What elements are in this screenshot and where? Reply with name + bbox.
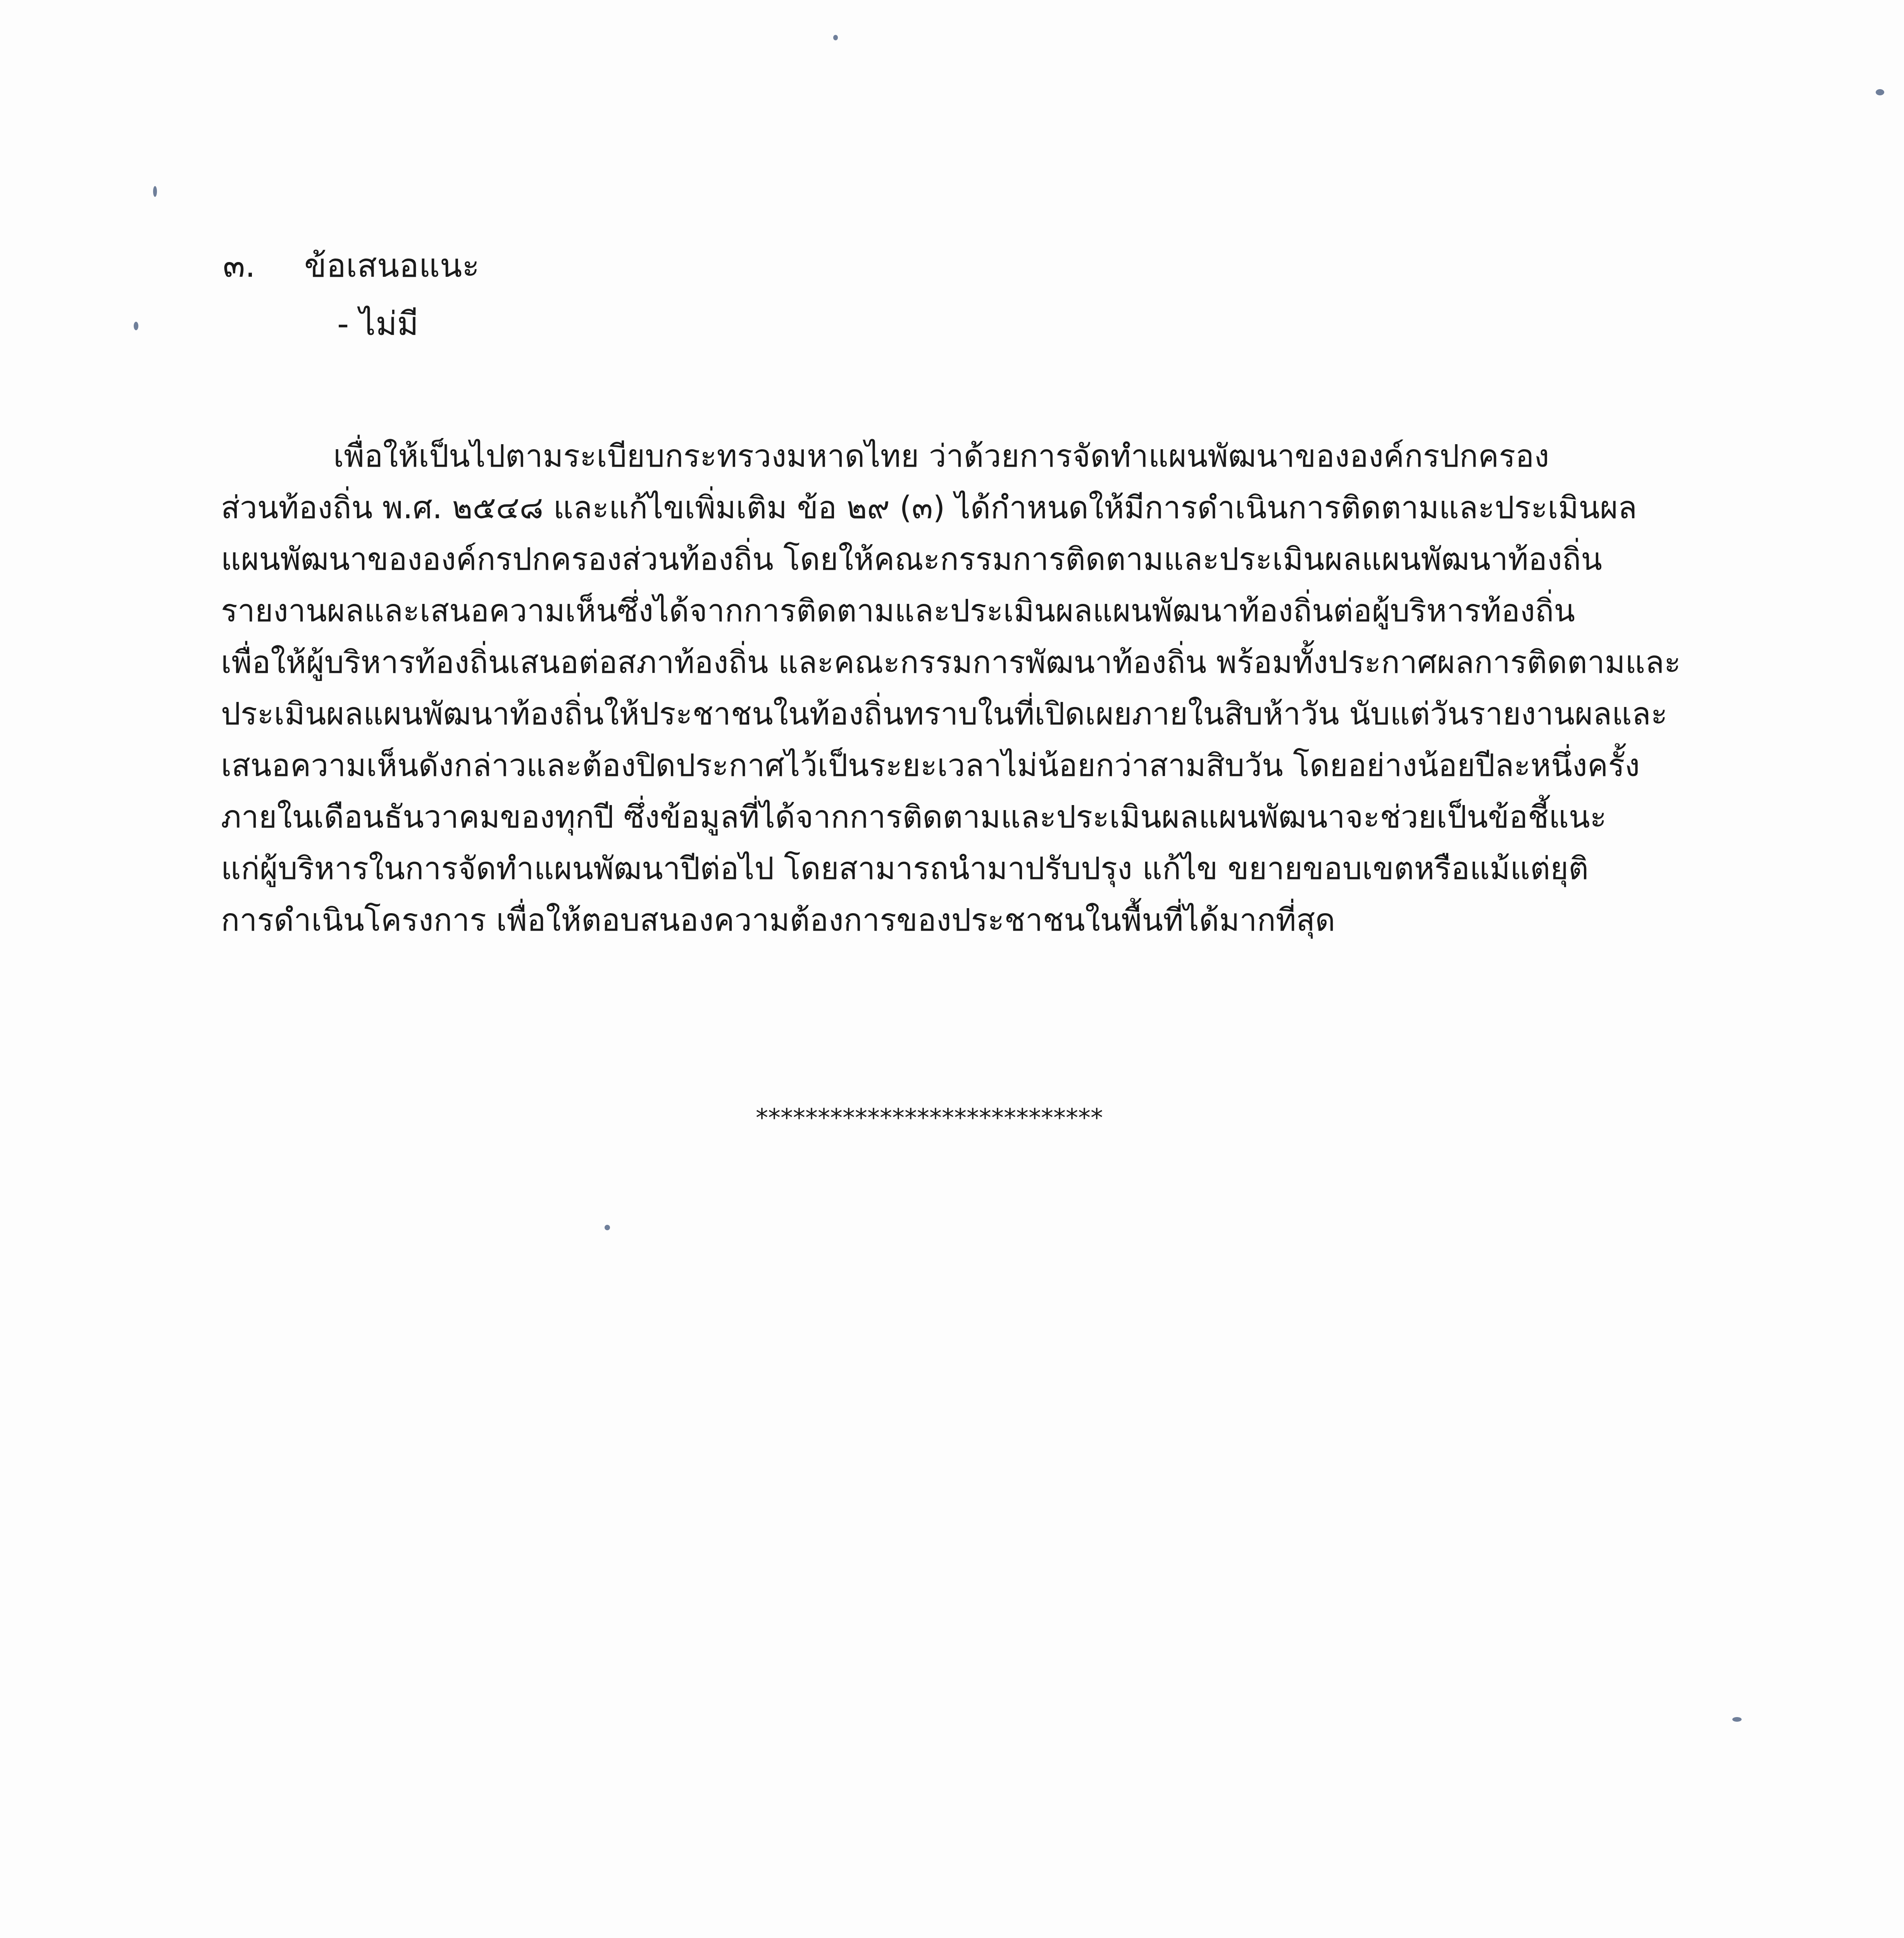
- body-paragraph: [221, 430, 1732, 946]
- paragraph-line: เพื่อให้ผู้บริหารท้องถิ่นเสนอต่อสภาท้องถิ่น และคณะกรรมการพัฒนาท้องถิ่น พร้อมทั้งประกาศผลการติดตามและ: [221, 644, 1681, 680]
- scan-speck: [1876, 89, 1884, 95]
- paragraph-line: รายงานผลและเสนอความเห็นซึ่งได้จากการติดตามและประเมินผลแผนพัฒนาท้องถิ่นต่อผู้บริหารท้องถิ่น: [221, 593, 1575, 629]
- section-title: ข้อเสนอแนะ: [304, 247, 480, 284]
- paragraph-line: เพื่อให้เป็นไปตามระเบียบกระทรวงมหาดไทย ว่าด้วยการจัดทำแผนพัฒนาขององค์กรปกครอง: [333, 438, 1549, 474]
- section-item: - ไม่มี: [337, 305, 419, 343]
- scan-speck: [153, 186, 157, 197]
- paragraph-line: ภายในเดือนธันวาคมของทุกปี ซึ่งข้อมูลที่ได้จากการติดตามและประเมินผลแผนพัฒนาจะช่วยเป็นข้อชี้แนะ: [221, 799, 1607, 835]
- scan-speck: [1732, 1717, 1742, 1722]
- section-number: ๓.: [223, 247, 256, 284]
- end-separator: ****************************: [756, 1104, 1103, 1133]
- paragraph-line: เสนอความเห็นดังกล่าวและต้องปิดประกาศไว้เป็นระยะเวลาไม่น้อยกว่าสามสิบวัน โดยอย่างน้อยปีละหนึ่งครั้ง: [221, 747, 1640, 783]
- paragraph-line: การดำเนินโครงการ เพื่อให้ตอบสนองความต้องการของประชาชนในพื้นที่ได้มากที่สุด: [221, 902, 1335, 938]
- scan-speck: [833, 35, 838, 40]
- paragraph-line: แก่ผู้บริหารในการจัดทำแผนพัฒนาปีต่อไป โดยสามารถนำมาปรับปรุง แก้ไข ขยายขอบเขตหรือแม้แต่ยุติ: [221, 850, 1589, 886]
- paragraph-line: ส่วนท้องถิ่น พ.ศ. ๒๕๔๘ และแก้ไขเพิ่มเติม ข้อ ๒๙ (๓) ได้กำหนดให้มีการดำเนินการติดตามและประเมินผล: [221, 490, 1637, 526]
- paragraph-line: แผนพัฒนาขององค์กรปกครองส่วนท้องถิ่น โดยให้คณะกรรมการติดตามและประเมินผลแผนพัฒนาท้องถิ่น: [221, 541, 1602, 577]
- section-heading: [223, 242, 479, 289]
- scan-speck: [605, 1225, 610, 1230]
- paragraph-line: ประเมินผลแผนพัฒนาท้องถิ่นให้ประชาชนในท้องถิ่นทราบในที่เปิดเผยภายในสิบห้าวัน นับแต่วันรายงานผลและ: [221, 696, 1668, 732]
- scan-speck: [134, 322, 138, 330]
